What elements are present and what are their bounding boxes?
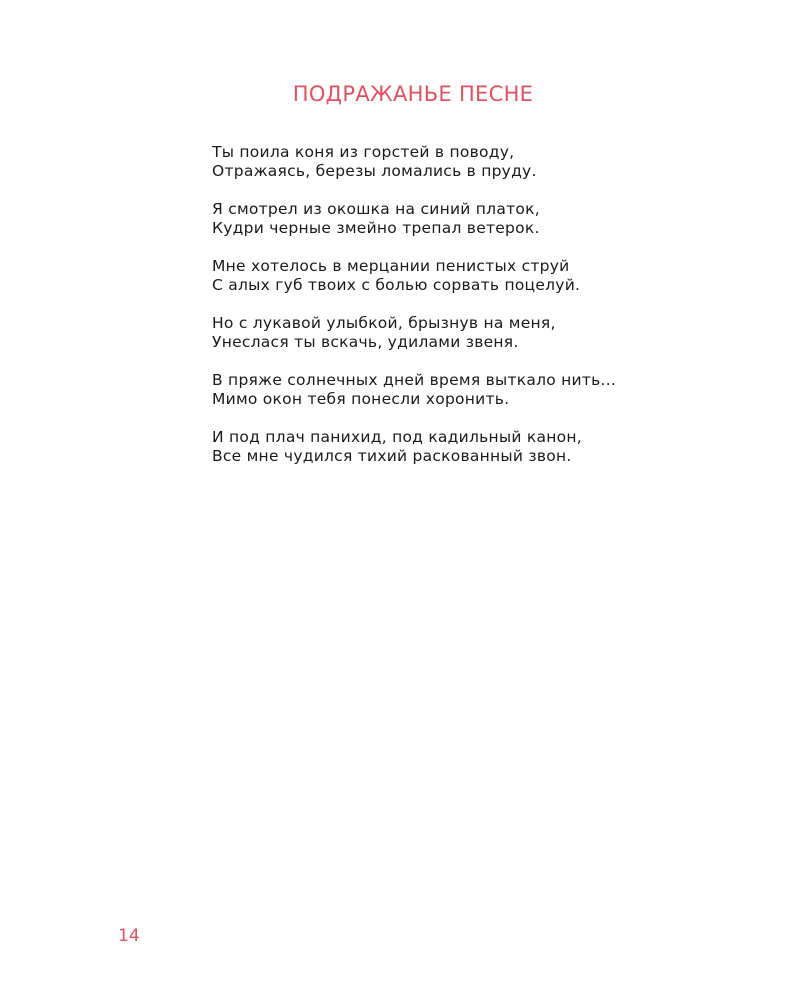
- stanza: [212, 200, 772, 238]
- poem-line: Но с лукавой улыбкой, брызнув на меня,: [212, 314, 556, 332]
- stanza: [212, 143, 772, 181]
- poem-line: Я смотрел из окошка на синий платок,: [212, 200, 540, 218]
- stanza: [212, 428, 772, 466]
- poem-line: Все мне чудился тихий раскованный звон.: [212, 447, 572, 465]
- poem-line: И под плач панихид, под кадильный канон,: [212, 428, 582, 446]
- poem-line: Отражаясь, березы ломались в пруду.: [212, 162, 537, 180]
- stanza: [212, 371, 772, 409]
- stanza: [212, 257, 772, 295]
- poem-line: С алых губ твоих с болью сорвать поцелуй.: [212, 276, 581, 294]
- poem-line: Кудри черные змейно трепал ветерок.: [212, 219, 540, 237]
- poem-body: [212, 143, 772, 485]
- poem-line: Унеслася ты вскачь, удилами звеня.: [212, 333, 519, 351]
- poem-line: Ты поила коня из горстей в поводу,: [212, 143, 515, 161]
- poem-line: В пряже солнечных дней время выткало нить...: [212, 371, 617, 389]
- poem-line: Мимо окон тебя понесли хоронить.: [212, 390, 510, 408]
- page-number: 14: [118, 926, 140, 946]
- stanza: [212, 314, 772, 352]
- poem-line: Мне хотелось в мерцании пенистых струй: [212, 257, 570, 275]
- poem-title: ПОДРАЖАНЬЕ ПЕСНЕ: [292, 82, 534, 106]
